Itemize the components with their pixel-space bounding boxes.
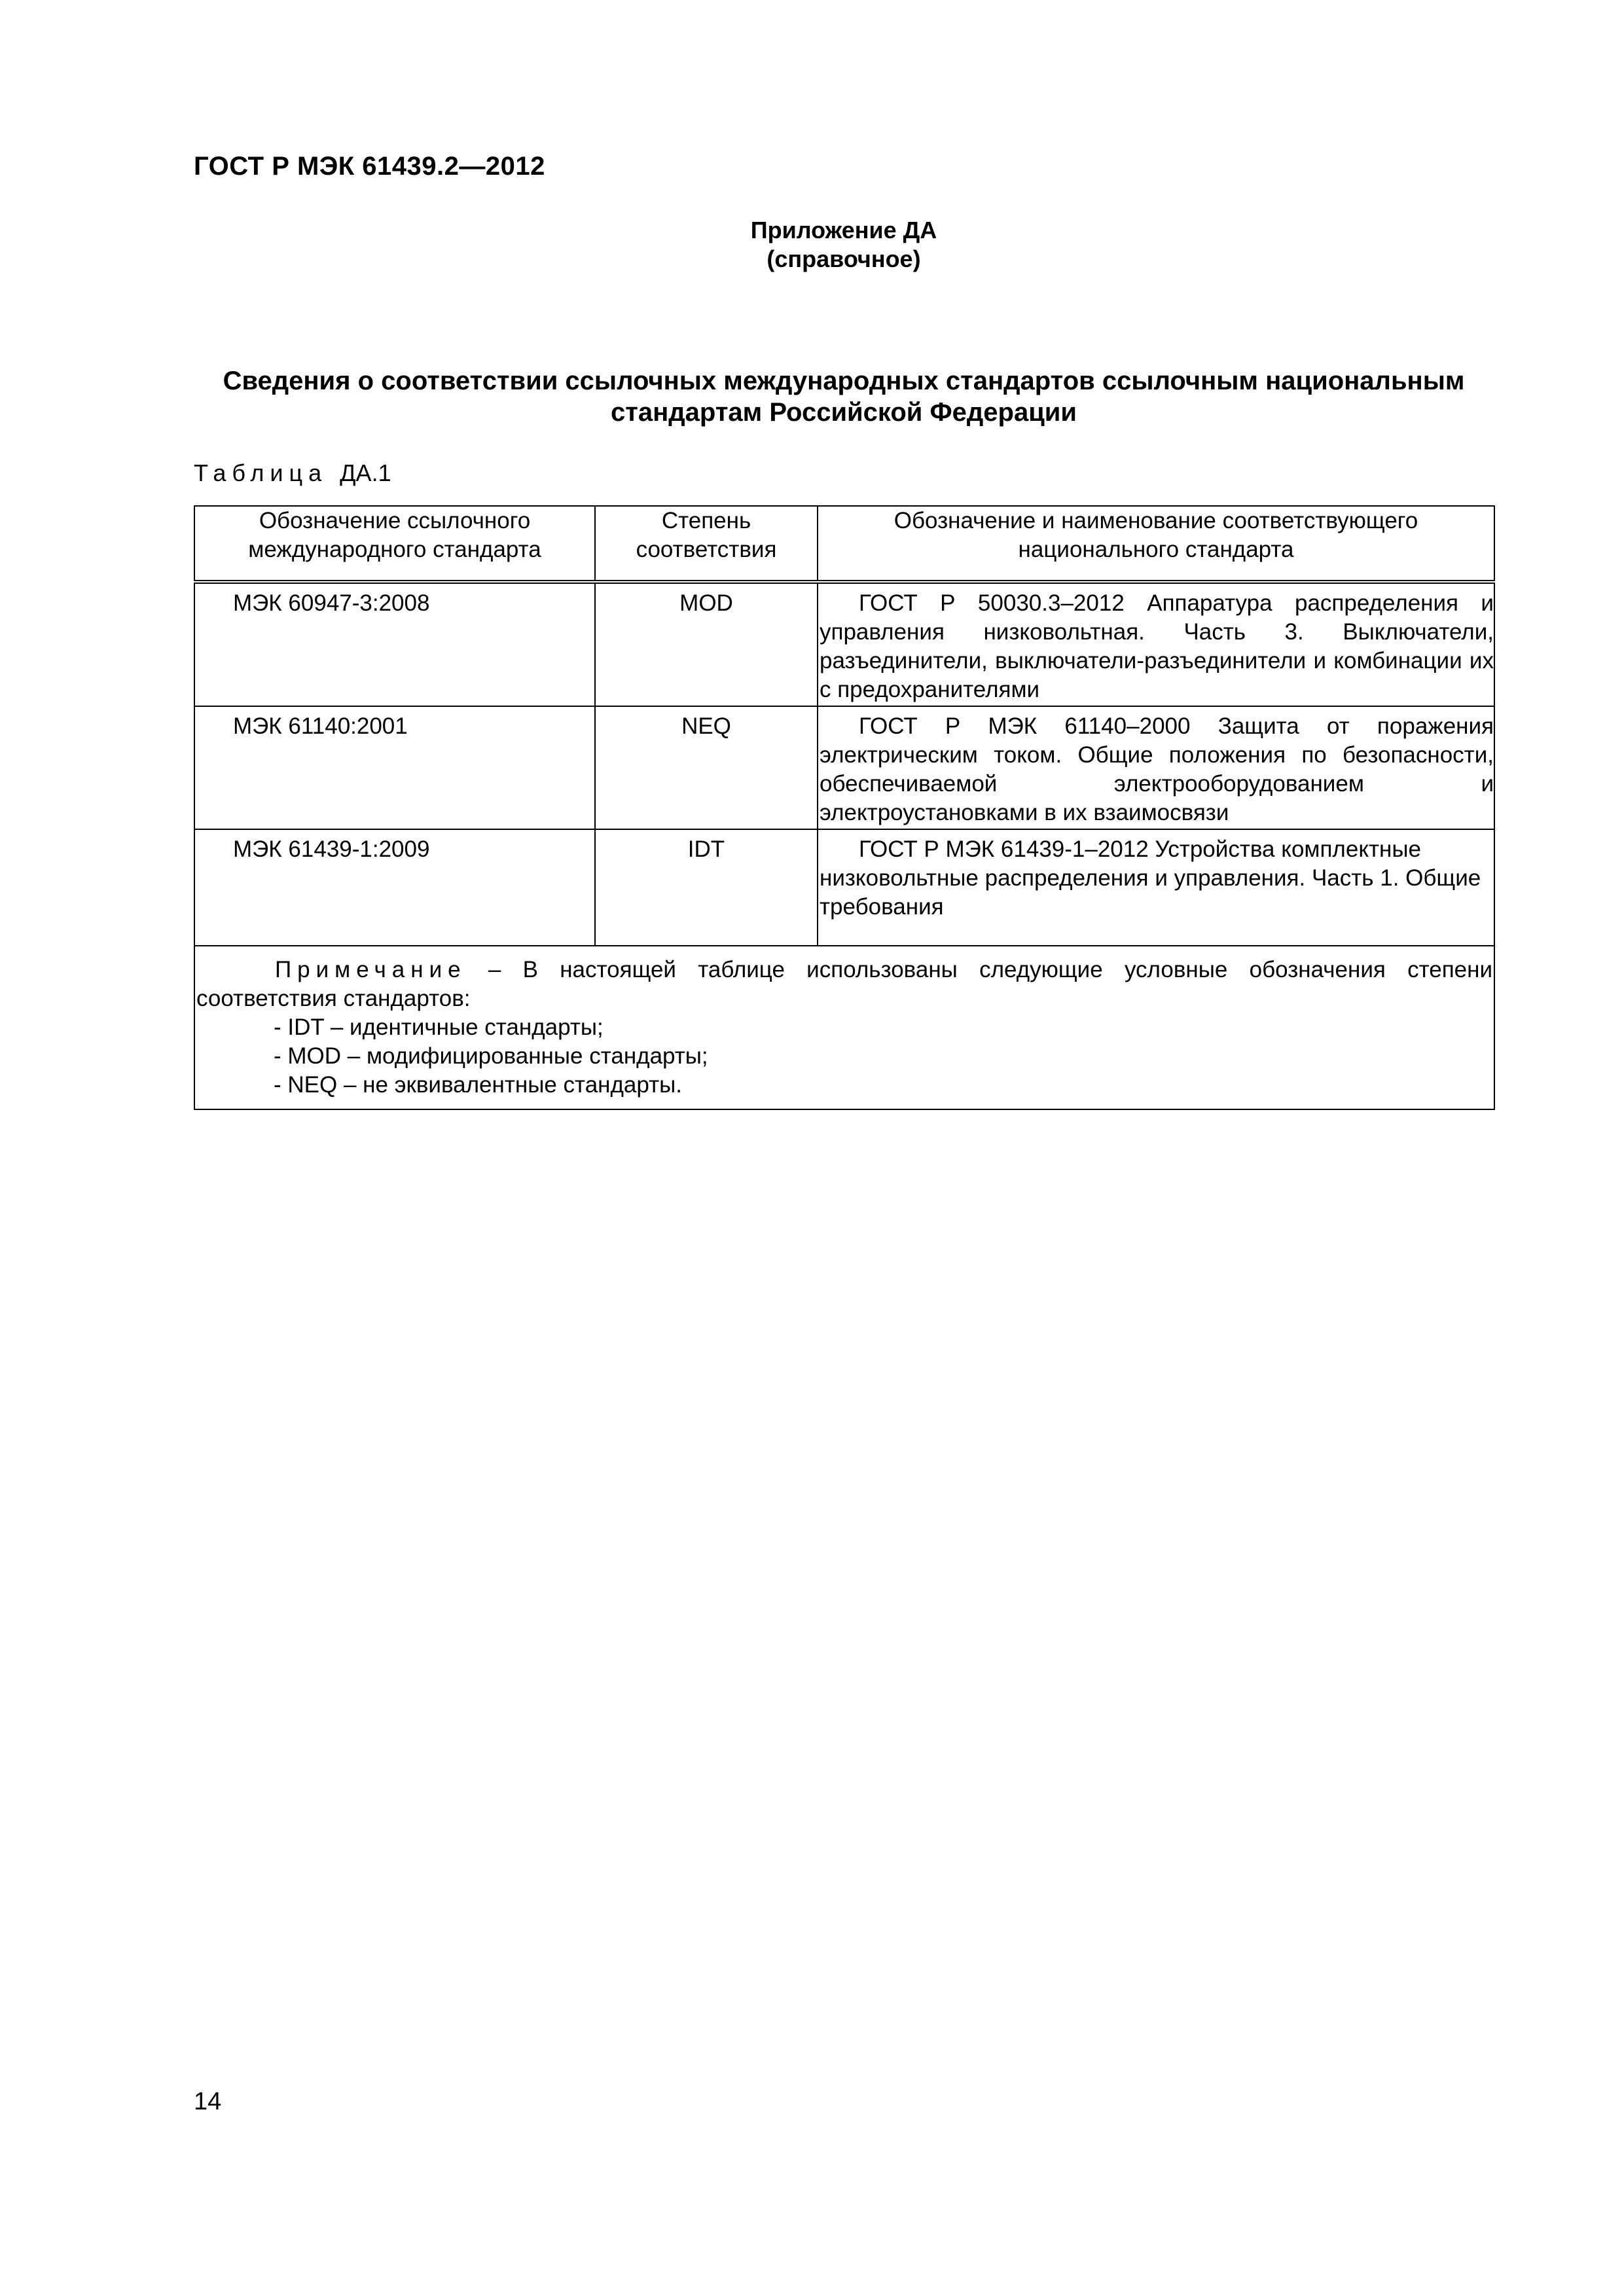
header-international: Обозначение ссылочного международного стандарта bbox=[194, 506, 595, 582]
note-body: – В настоящей таблице использованы следующие условные обозначения степени соответствия стандартов: bbox=[196, 957, 1492, 1011]
cell-national: ГОСТ Р 50030.3–2012 Аппаратура распределения и управления низковольтная. Часть 3. Выключатели, разъединители, выключатели-разъединители и комбинации их с предохранителями bbox=[818, 582, 1494, 706]
document-code: ГОСТ Р МЭК 61439.2—2012 bbox=[194, 152, 545, 181]
cell-international: МЭК 61439-1:2009 bbox=[194, 829, 595, 946]
cell-international: МЭК 60947-3:2008 bbox=[194, 582, 595, 706]
table-row bbox=[194, 582, 1494, 706]
cell-national: ГОСТ Р МЭК 61439-1–2012 Устройства комплектные низковольтные распределения и управления. Часть 1. Общие требования bbox=[818, 829, 1494, 946]
cell-national: ГОСТ Р МЭК 61140–2000 Защита от поражения электрическим током. Общие положения по безопасности, обеспечиваемой электрооборудованием и электроустановками в их взаимосвязи bbox=[818, 706, 1494, 829]
table-caption bbox=[194, 459, 391, 487]
table-note bbox=[194, 946, 1494, 1109]
cell-degree: MOD bbox=[595, 582, 818, 706]
note-label: Примечание bbox=[275, 957, 467, 982]
note-item-idt: - IDT – идентичные стандарты; bbox=[274, 1014, 604, 1040]
header-national: Обозначение и наименование соответствующего национального стандарта bbox=[818, 506, 1494, 582]
section-title-line1: Сведения о соответствии ссылочных международных стандартов ссылочным национальным bbox=[223, 367, 1465, 395]
page-number: 14 bbox=[194, 2088, 222, 2115]
cell-international: МЭК 61140:2001 bbox=[194, 706, 595, 829]
section-title-line2: стандартам Российской Федерации bbox=[611, 398, 1077, 427]
appendix-type: (справочное) bbox=[767, 245, 921, 272]
header-degree: Степень соответствия bbox=[595, 506, 818, 582]
table-caption-word: Таблица bbox=[194, 459, 328, 486]
cell-degree: IDT bbox=[595, 829, 818, 946]
cell-degree: NEQ bbox=[595, 706, 818, 829]
note-text bbox=[196, 956, 1492, 1013]
table-row bbox=[194, 706, 1494, 829]
appendix-title: Приложение ДА bbox=[750, 217, 937, 243]
table-row bbox=[194, 829, 1494, 946]
note-item-mod: - MOD – модифицированные стандарты; bbox=[274, 1043, 708, 1069]
note-item-neq: - NEQ – не эквивалентные стандарты. bbox=[274, 1072, 682, 1098]
table-header-row bbox=[194, 506, 1494, 582]
table-caption-number: ДА.1 bbox=[340, 459, 391, 486]
table-note-row bbox=[194, 946, 1494, 1109]
section-title bbox=[194, 365, 1494, 428]
correspondence-table bbox=[194, 505, 1495, 1110]
